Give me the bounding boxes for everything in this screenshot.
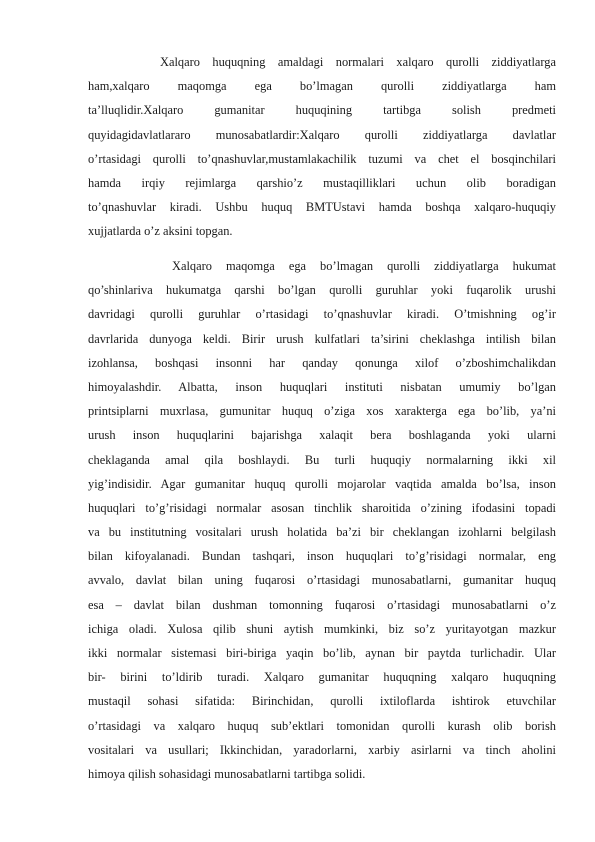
paragraph-line: Xalqaro maqomga ega bo’lmagan qurolli ziddiyatlarga hukumat bbox=[172, 259, 556, 273]
paragraph-line: bilan kifoyalanadi. Bundan tashqari, inson huquqlari to’g’risidagi normalar, eng bbox=[88, 549, 556, 564]
paragraph-line: ta’lluqlidir.Xalqaro gumanitar huquqining tartibga solish predmeti bbox=[88, 103, 556, 118]
paragraph-line: izohlansa, boshqasi insonni har qanday qonunga xilof o’zboshimchalikdan bbox=[88, 355, 556, 370]
paragraph-line: quyidagidavlatlararo munosabatlardir:Xalqaro qurolli ziddiyatlarga davlatlar bbox=[88, 127, 556, 142]
paragraph-line: esa – davlat bilan dushman tomonning fuqarosi o’rtasidagi munosabatlarni o’z bbox=[88, 597, 556, 612]
paragraph-line: o’rtasidagi va xalqaro huquq sub’ektlari tomonidan qurolli kurash olib borish bbox=[88, 718, 556, 733]
paragraph-line: himoyalashdir. Albatta, inson huquqlari instituti nisbatan umumiy bo’lgan bbox=[88, 379, 556, 394]
paragraph-1 bbox=[88, 50, 556, 244]
paragraph-2 bbox=[88, 254, 556, 786]
paragraph-line: o’rtasidagi qurolli to’qnashuvlar,mustamlakachilik tuzumi va chet el bosqinchilari bbox=[88, 151, 556, 166]
paragraph-line: qo’shinlariva hukumatga qarshi bo’lgan qurolli guruhlar yoki fuqarolik urushi bbox=[88, 283, 556, 298]
paragraph-line: hamda irqiy rejimlarga qarshio’z mustaqilliklari uchun olib boradigan bbox=[88, 175, 556, 190]
paragraph-line: mustaqil sohasi sifatida: Birinchidan, qurolli ixtiloflarda ishtirok etuvchilar bbox=[88, 694, 556, 709]
paragraph-line: printsiplarni muxrlasa, gumunitar huquq o’ziga xos xarakterga ega bo’lib, ya’ni bbox=[88, 404, 556, 419]
paragraph-line: to’qnashuvlar kiradi. Ushbu huquq BMTUstavi hamda boshqa xalqaro-huquqiy bbox=[88, 200, 556, 215]
paragraph-line: davridagi qurolli guruhlar o’rtasidagi to’qnashuvlar kiradi. O’tmishning og’ir bbox=[88, 307, 556, 322]
paragraph-line: yig’indisidir. Agar gumanitar huquq qurolli mojarolar vaqtida amalda bo’lsa, inson bbox=[88, 476, 556, 491]
paragraph-line: Xalqaro huquqning amaldagi normalari xalqaro qurolli ziddiyatlarga bbox=[160, 55, 556, 69]
paragraph-line: ham,xalqaro maqomga ega bo’lmagan qurolli ziddiyatlarga ham bbox=[88, 79, 556, 94]
paragraph-line: huquqlari to’g’risidagi normalar asosan tinchlik sharoitida o’zining ifodasini topadi bbox=[88, 500, 556, 515]
paragraph-line: davrlarida dunyoga keldi. Birir urush kulfatlari ta’sirini cheklashga intilish bilan bbox=[88, 331, 556, 346]
paragraph-line: ichiga oladi. Xulosa qilib shuni aytish mumkinki, biz so’z yuritayotgan mazkur bbox=[88, 621, 556, 636]
paragraph-line: xujjatlarda o’z aksini topgan. bbox=[88, 224, 233, 239]
paragraph-line: urush inson huquqlarini bajarishga xalaqit bera boshlaganda yoki ularni bbox=[88, 428, 556, 443]
paragraph-line: himoya qilish sohasidagi munosabatlarni tartibga solidi. bbox=[88, 766, 366, 781]
paragraph-line: va bu institutning vositalari urush holatida ba’zi bir cheklangan izohlarni belgilash bbox=[88, 525, 556, 540]
paragraph-line: ikki normalar sistemasi biri-biriga yaqin bo’lib, aynan bir paytda turlichadir. Ular bbox=[88, 646, 556, 660]
paragraph-line: avvalo, davlat bilan uning fuqarosi o’rtasidagi munosabatlarni, gumanitar huquq bbox=[88, 573, 556, 588]
paragraph-line: bir- birini to’ldirib turadi. Xalqaro gumanitar huquqning xalqaro huquqning bbox=[88, 670, 556, 685]
paragraph-line: vositalari va usullari; Ikkinchidan, yaradorlarni, xarbiy asirlarni va tinch aholini bbox=[88, 742, 556, 757]
paragraph-line: cheklaganda amal qila boshlaydi. Bu turli huquqiy normalarning ikki xil bbox=[88, 452, 556, 467]
